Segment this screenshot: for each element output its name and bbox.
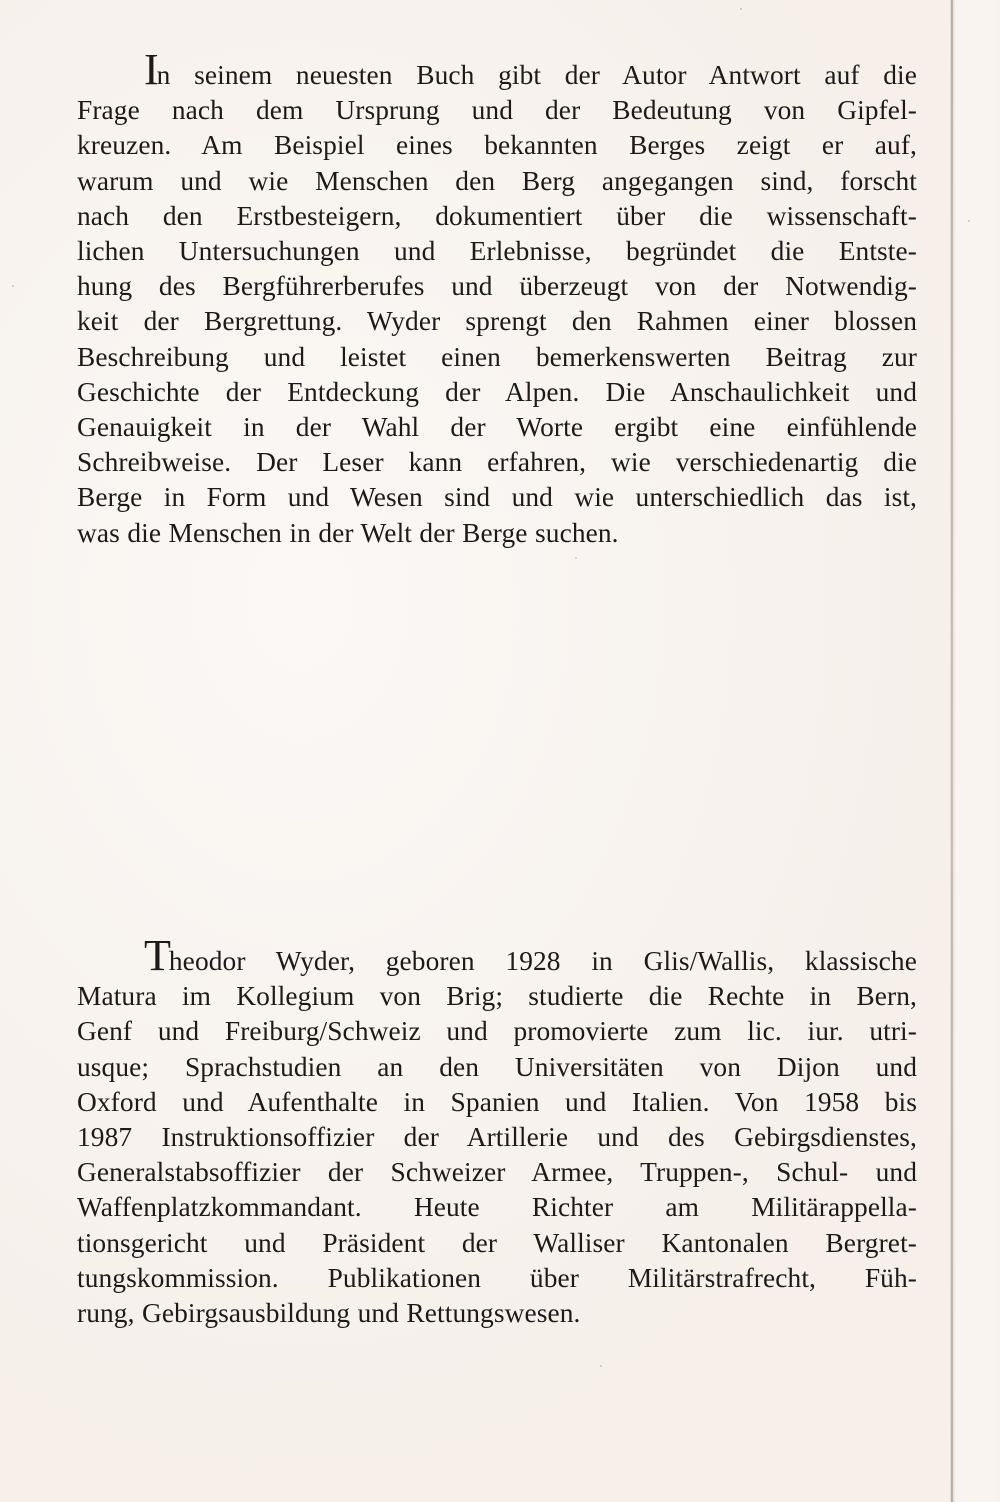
text-line: 1987 Instruktionsoffizier der Artillerie und des Gebirgsdienstes, [77, 1122, 917, 1153]
text-line: In seinem neuesten Buch gibt der Autor Antwort auf die [144, 45, 917, 94]
text-line: Berge in Form und Wesen sind und wie unterschiedlich das ist, [77, 482, 917, 513]
text-line: Genf und Freiburg/Schweiz und promovierte zum lic. iur. utri- [77, 1016, 917, 1047]
blurb-paragraph [77, 45, 917, 551]
text-line: tionsgericht und Präsident der Walliser Kantonalen Bergret- [77, 1227, 917, 1258]
text-line: nach den Erstbesteigern, dokumentiert über die wissenschaft- [77, 200, 917, 231]
text-line: Theodor Wyder, geboren 1928 in Glis/Wallis, klassische [144, 931, 917, 980]
text-line: tungskommission. Publikationen über Militärstrafrecht, Füh- [77, 1262, 917, 1293]
text-line: Oxford und Aufenthalte in Spanien und Italien. Von 1958 bis [77, 1086, 917, 1117]
text-line: Matura im Kollegium von Brig; studierte die Rechte in Bern, [77, 981, 917, 1012]
text-line: Geschichte der Entdeckung der Alpen. Die Anschaulichkeit und [77, 376, 917, 407]
text-line: Frage nach dem Ursprung und der Bedeutung von Gipfel- [77, 95, 917, 126]
text-line: Beschreibung und leistet einen bemerkenswerten Beitrag zur [77, 341, 917, 372]
paper-speck [740, 8, 742, 10]
text-line: kreuzen. Am Beispiel eines bekannten Berges zeigt er auf, [77, 130, 917, 161]
paper-speck [575, 557, 577, 559]
bio-text [77, 931, 917, 1331]
drop-initial: I [144, 45, 157, 94]
text-line: hung des Bergführerberufes und überzeugt von der Notwendig- [77, 271, 917, 302]
paper-speck [12, 285, 14, 287]
text-line: Genauigkeit in der Wahl der Worte ergibt eine einfühlende [77, 412, 917, 443]
text-line: Schreibweise. Der Leser kann erfahren, wie verschiedenartig die [77, 447, 917, 478]
text-line: was die Menschen in der Welt der Berge suchen. [77, 517, 619, 548]
blurb-text [77, 45, 917, 551]
paper-speck [600, 1365, 602, 1367]
text-line: usque; Sprachstudien an den Universitäten von Dijon und [77, 1051, 917, 1082]
author-bio-paragraph [77, 931, 917, 1331]
cover-fold-crease [951, 0, 953, 1502]
drop-initial: T [144, 931, 169, 980]
text-line: rung, Gebirgsausbildung und Rettungswesen. [77, 1298, 581, 1329]
text-line: keit der Bergrettung. Wyder sprengt den Rahmen einer blossen [77, 306, 917, 337]
text-line: warum und wie Menschen den Berg angegangen sind, forscht [77, 165, 917, 196]
text-line: Waffenplatzkommandant. Heute Richter am Militärappella- [77, 1192, 917, 1223]
text-line: Generalstabsoffizier der Schweizer Armee, Truppen-, Schul- und [77, 1157, 917, 1188]
text-line: lichen Untersuchungen und Erlebnisse, begründet die Entste- [77, 236, 917, 267]
paper-speck [968, 220, 970, 222]
